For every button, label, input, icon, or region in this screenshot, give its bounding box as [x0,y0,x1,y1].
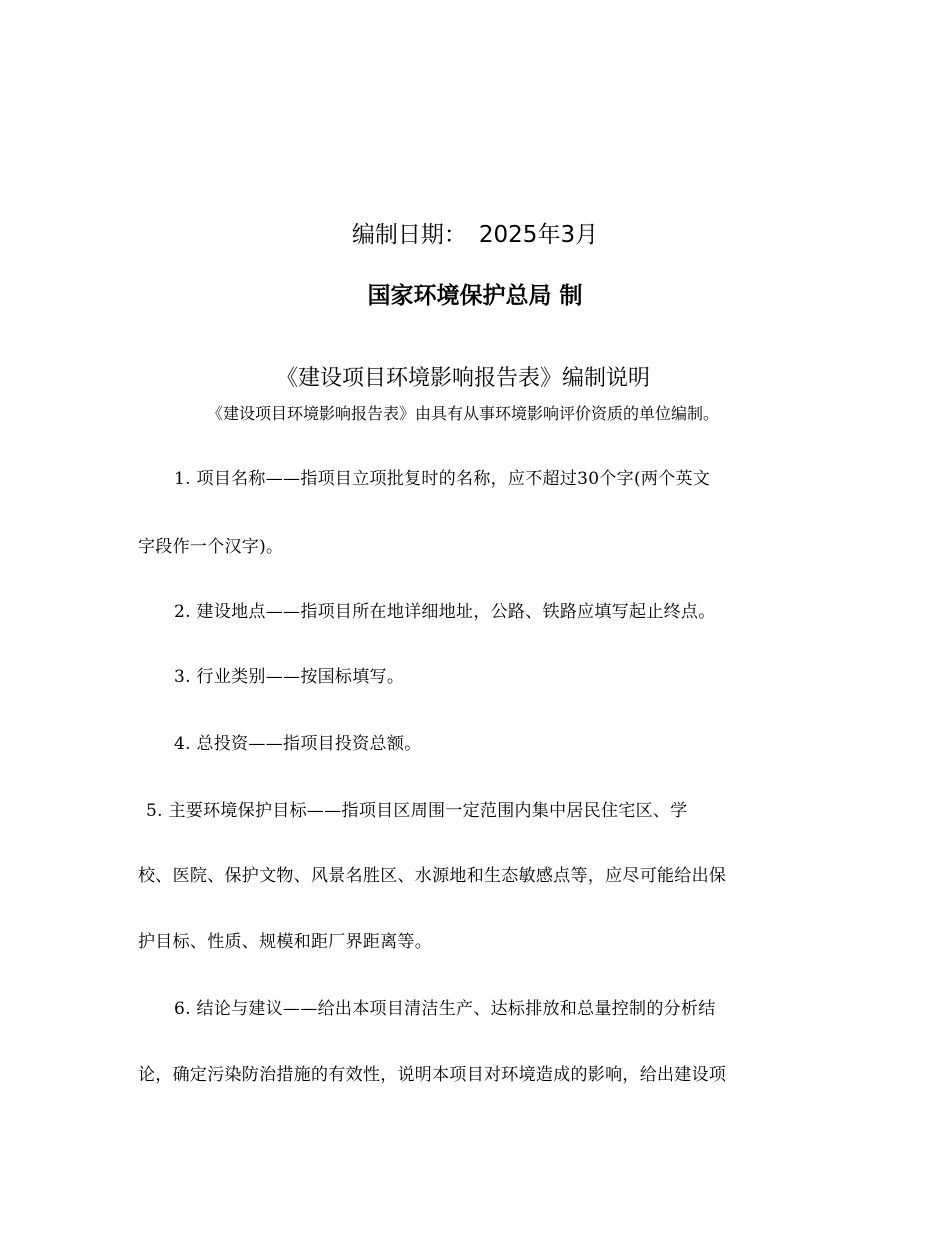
issuing-authority: 国家环境保护总局 制 [367,283,583,309]
compile-date-value: 2025年3月 [478,222,599,248]
item-6-line-1: 6. 结论与建议——给出本项目清洁生产、达标排放和总量控制的分析结 [174,999,716,1019]
item-6-line-2: 论，确定污染防治措施的有效性，说明本项目对环境造成的影响，给出建设项 [138,1065,727,1085]
item-5-line-3: 护目标、性质、规模和距厂界距离等。 [138,932,433,952]
item-5-line-1: 5. 主要环境保护目标——指项目区周围一定范围内集中居民住宅区、学 [146,801,688,821]
item-5-line-2: 校、医院、保护文物、风景名胜区、水源地和生态敏感点等，应尽可能给出保 [138,866,727,886]
explanation-intro: 《建设项目环境影响报告表》由具有从事环境影响评价资质的单位编制。 [206,404,719,423]
item-1-line-1: 1. 项目名称——指项目立项批复时的名称，应不超过30个字(两个英文 [174,469,711,489]
item-2-line-1: 2. 建设地点——指项目所在地详细地址，公路、铁路应填写起止终点。 [174,602,716,622]
item-1-line-2: 字段作一个汉字)。 [138,537,284,557]
item-4-line-1: 4. 总投资——指项目投资总额。 [174,734,422,754]
item-3-line-1: 3. 行业类别——按国标填写。 [174,667,405,687]
compile-date-label: 编制日期： [351,222,467,248]
compile-date [0,219,950,251]
explanation-title: 《建设项目环境影响报告表》编制说明 [275,366,650,391]
